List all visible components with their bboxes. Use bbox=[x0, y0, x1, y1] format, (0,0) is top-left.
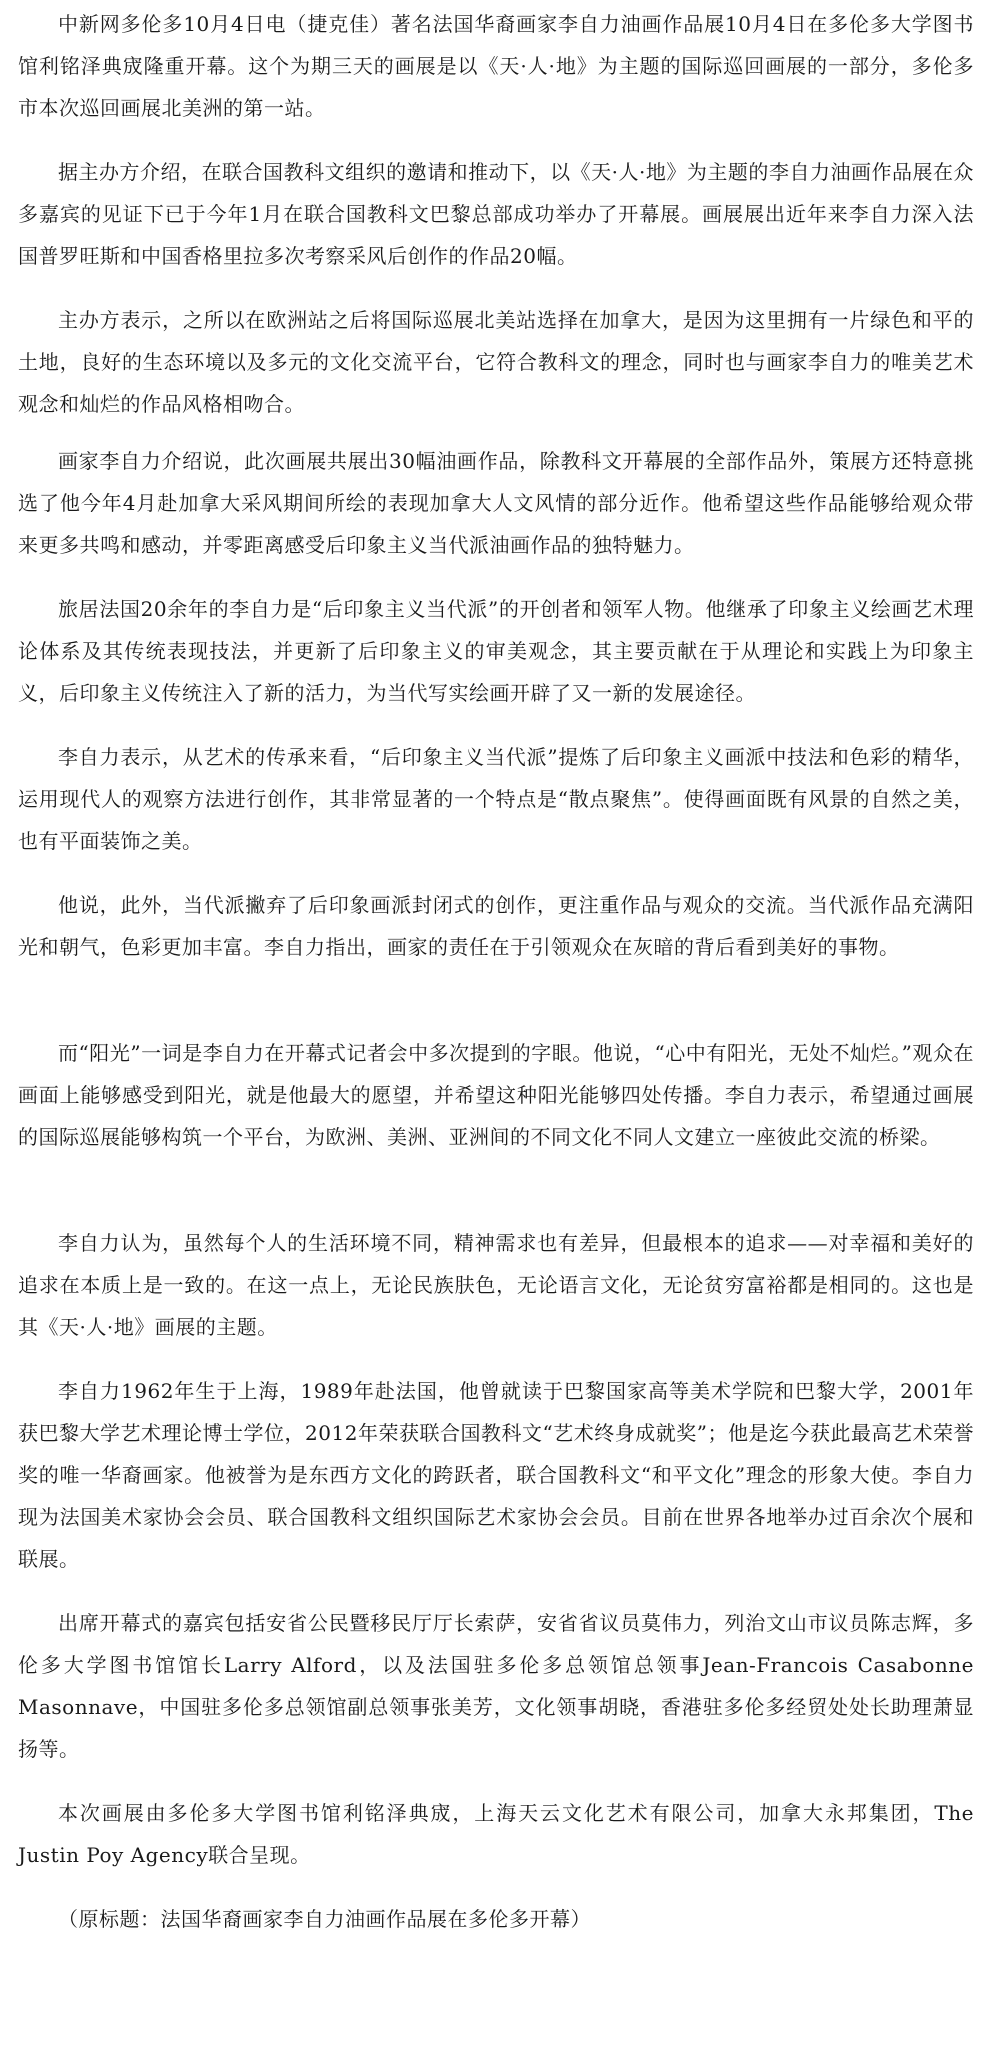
paragraph-art-heritage: 李自力表示，从艺术的传承来看，“后印象主义当代派”提炼了后印象主义画派中技法和色彩的精华，运用现代人的观察方法进行创作，其非常显著的一个特点是“散点聚焦”。使得画面既有风景的自然之美，也有平面装饰之美。 bbox=[18, 745, 974, 853]
paragraph-organizer: 据主办方介绍，在联合国教科文组织的邀请和推动下，以《天·人·地》为主题的李自力油画作品展在众多嘉宾的见证下已于今年1月在联合国教科文巴黎总部成功举办了开幕展。画展展出近年来李自力深入法国普罗旺斯和中国香格里拉多次考察采风后创作的作品20幅。 bbox=[18, 160, 974, 268]
paragraph-pursuit: 李自力认为，虽然每个人的生活环境不同，精神需求也有差异，但最根本的追求——对幸福和美好的追求在本质上是一致的。在这一点上，无论民族肤色，无论语言文化，无论贫穷富裕都是相同的。这也是其《天·人·地》画展的主题。 bbox=[18, 1231, 974, 1339]
paragraph-canada-reason: 主办方表示，之所以在欧洲站之后将国际巡展北美站选择在加拿大，是因为这里拥有一片绿色和平的土地，良好的生态环境以及多元的文化交流平台，它符合教科文的理念，同时也与画家李自力的唯美艺术观念和灿烂的作品风格相吻合。 bbox=[18, 308, 974, 416]
paragraph-biography: 李自力1962年生于上海，1989年赴法国，他曾就读于巴黎国家高等美术学院和巴黎大学，2001年获巴黎大学艺术理论博士学位，2012年荣获联合国教科文“艺术终身成就奖”；他是迄今获此最高艺术荣誉奖的唯一华裔画家。他被誉为是东西方文化的跨跃者，联合国教科文“和平文化”理念的形象大使。李自力现为法国美术家协会会员、联合国教科文组织国际艺术家协会会员。目前在世界各地举办过百余次个展和联展。 bbox=[18, 1379, 974, 1571]
paragraph-artist-intro: 画家李自力介绍说，此次画展共展出30幅油画作品，除教科文开幕展的全部作品外，策展方还特意挑选了他今年4月赴加拿大采风期间所绘的表现加拿大人文风情的部分近作。他希望这些作品能够给观众带来更多共鸣和感动，并零距离感受后印象主义当代派油画作品的独特魅力。 bbox=[18, 449, 974, 557]
paragraph-presenters: 本次画展由多伦多大学图书馆利铭泽典宬，上海天云文化艺术有限公司，加拿大永邦集团，The Justin Poy Agency联合呈现。 bbox=[18, 1801, 974, 1867]
paragraph-contemporary: 他说，此外，当代派撇弃了后印象画派封闭式的创作，更注重作品与观众的交流。当代派作品充满阳光和朝气，色彩更加丰富。李自力指出，画家的责任在于引领观众在灰暗的背后看到美好的事物。 bbox=[18, 893, 974, 959]
paragraph-guests: 出席开幕式的嘉宾包括安省公民暨移民厅厅长索萨，安省省议员莫伟力，列治文山市议员陈志辉，多伦多大学图书馆馆长Larry Alford，以及法国驻多伦多总领馆总领事Jean-Francois Casabonne Masonnave，中国驻多伦多总领馆副总领事张美芳，文化领事胡晓，香港驻多伦多经贸处处长助理萧显扬等。 bbox=[18, 1611, 974, 1761]
paragraph-post-impressionism: 旅居法国20余年的李自力是“后印象主义当代派”的开创者和领军人物。他继承了印象主义绘画艺术理论体系及其传统表现技法，并更新了后印象主义的审美观念，其主要贡献在于从理论和实践上为印象主义，后印象主义传统注入了新的活力，为当代写实绘画开辟了又一新的发展途径。 bbox=[18, 597, 974, 705]
source-note: （原标题：法国华裔画家李自力油画作品展在多伦多开幕） bbox=[58, 1907, 591, 1931]
paragraph-sunshine: 而“阳光”一词是李自力在开幕式记者会中多次提到的字眼。他说，“心中有阳光，无处不灿烂。”观众在画面上能够感受到阳光，就是他最大的愿望，并希望这种阳光能够四处传播。李自力表示，希望通过画展的国际巡展能够构筑一个平台，为欧洲、美洲、亚洲间的不同文化不同人文建立一座彼此交流的桥梁。 bbox=[18, 1041, 974, 1149]
paragraph-opening: 中新网多伦多10月4日电（捷克佳）著名法国华裔画家李自力油画作品展10月4日在多伦多大学图书馆利铭泽典宬隆重开幕。这个为期三天的画展是以《天·人·地》为主题的国际巡回画展的一部分，多伦多市本次巡回画展北美洲的第一站。 bbox=[18, 12, 974, 120]
